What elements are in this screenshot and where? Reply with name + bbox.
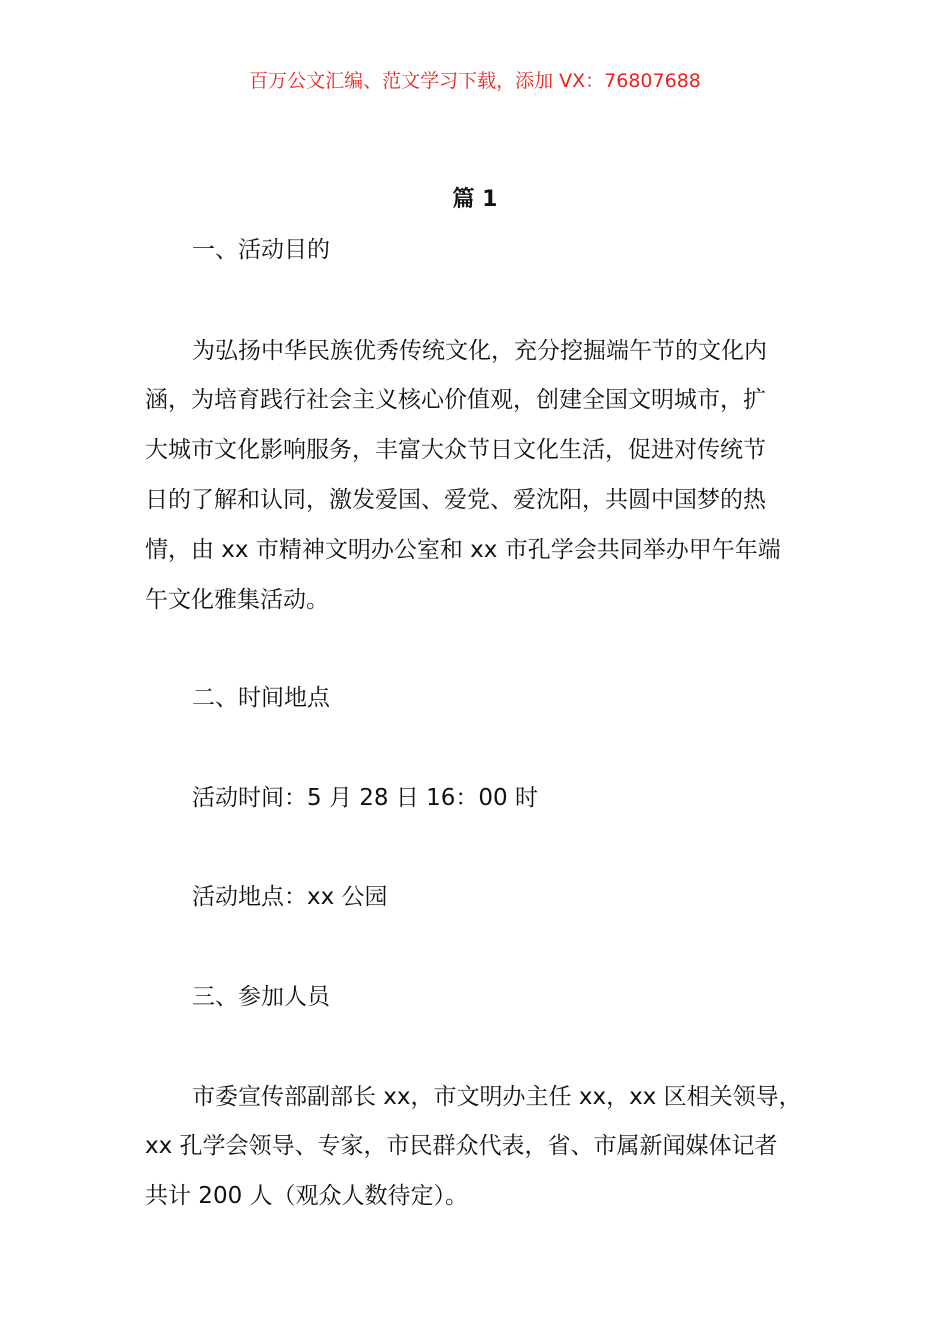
section-title: 篇 1 bbox=[452, 187, 498, 212]
paragraph-line: 市委宣传部副部长 xx，市文明办主任 xx，xx 区相关领导， bbox=[192, 1084, 802, 1110]
paragraph-line: 为弘扬中华民族优秀传统文化，充分挖掘端午节的文化内 bbox=[192, 338, 767, 364]
activity-place: 活动地点：xx 公园 bbox=[192, 884, 388, 910]
paragraph-line: 涵，为培育践行社会主义核心价值观，创建全国文明城市，扩 bbox=[145, 387, 766, 413]
header-banner: 百万公文汇编、范文学习下载，添加 VX：76807688 bbox=[249, 70, 701, 92]
heading-participants: 三、参加人员 bbox=[192, 984, 330, 1010]
paragraph-line: 情，由 xx 市精神文明办公室和 xx 市孔学会共同举办甲午年端 bbox=[145, 537, 781, 563]
paragraph-line: xx 孔学会领导、专家，市民群众代表，省、市属新闻媒体记者 bbox=[145, 1133, 778, 1159]
activity-time: 活动时间：5 月 28 日 16：00 时 bbox=[192, 785, 538, 811]
paragraph-line: 大城市文化影响服务，丰富大众节日文化生活，促进对传统节 bbox=[145, 437, 766, 463]
paragraph-line: 共计 200 人（观众人数待定）。 bbox=[145, 1183, 469, 1209]
paragraph-line: 日的了解和认同，激发爱国、爱党、爱沈阳，共圆中国梦的热 bbox=[145, 487, 766, 513]
paragraph-line: 午文化雅集活动。 bbox=[145, 587, 329, 613]
heading-time-place: 二、时间地点 bbox=[192, 685, 330, 711]
heading-purpose: 一、活动目的 bbox=[192, 237, 330, 263]
